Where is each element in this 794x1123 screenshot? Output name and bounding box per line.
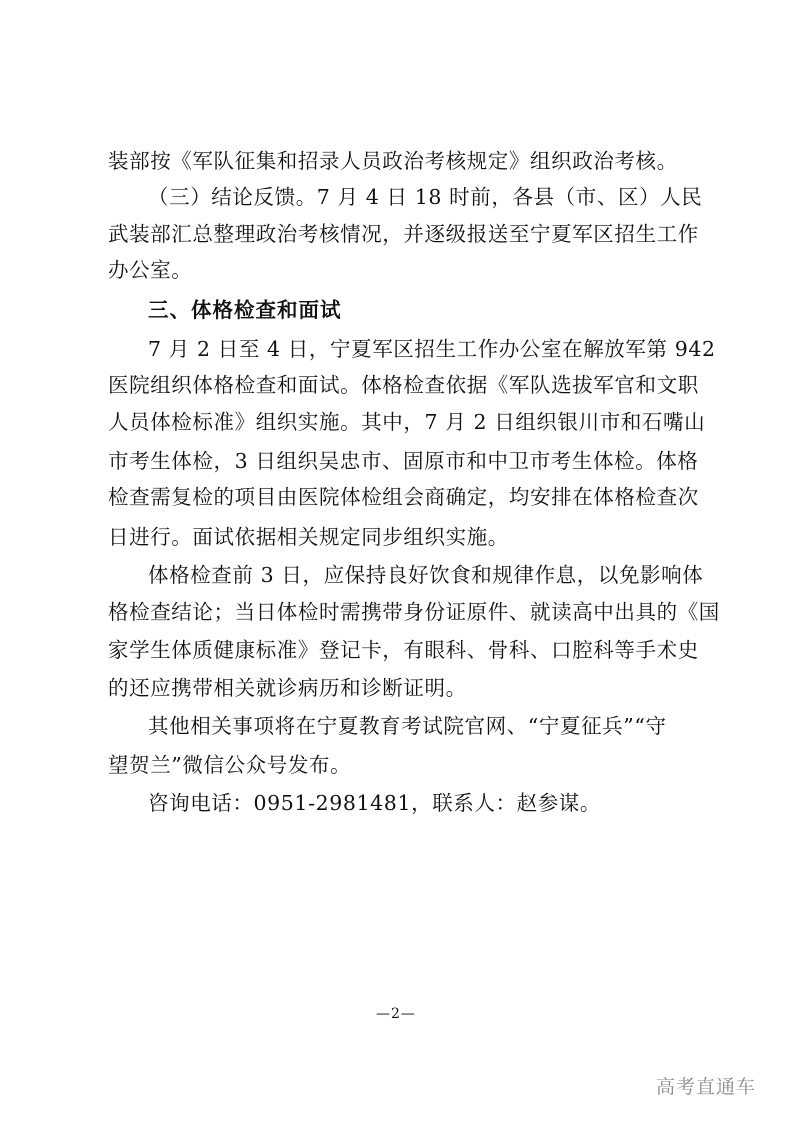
watermark-text: 高考直通车 (656, 1076, 757, 1098)
page-number: —2— (376, 1006, 416, 1022)
paragraph-line: 望贺兰”微信公众号发布。 (108, 753, 352, 777)
paragraph-line: 体格检查前 3 日，应保持良好饮食和规律作息，以免影响体 (148, 563, 704, 587)
paragraph-line: 家学生体质健康标准》登记卡，有眼科、骨科、口腔科等手术史 (108, 638, 699, 662)
paragraph-line: 检查需复检的项目由医院体检组会商确定，均安排在体格检查次 (108, 485, 699, 509)
paragraph-line: 医院组织体格检查和面试。体格检查依据《军队选拔军官和文职 (108, 373, 699, 397)
paragraph-line: 装部按《军队征集和招录人员政治考核规定》组织政治考核。 (108, 149, 678, 173)
paragraph-line: （三）结论反馈。7 月 4 日 18 时前，各县（市、区）人民 (148, 185, 703, 209)
paragraph-line: 办公室。 (108, 258, 193, 282)
paragraph-line: 的还应携带相关就诊病历和诊断证明。 (108, 676, 467, 700)
paragraph-line: 其他相关事项将在宁夏教育考试院官网、“宁夏征兵”“守 (148, 714, 667, 738)
paragraph-line: 武装部汇总整理政治考核情况，并逐级报送至宁夏军区招生工作 (108, 222, 699, 246)
paragraph-line: 格检查结论；当日体检时需携带身份证原件、就读高中出具的《国 (108, 600, 720, 624)
paragraph-line: 7 月 2 日至 4 日，宁夏军区招生工作办公室在解放军第 942 (148, 337, 716, 361)
paragraph-line: 市考生体检，3 日组织吴忠市、固原市和中卫市考生体检。体格 (108, 449, 699, 473)
paragraph-line: 日进行。面试依据相关规定同步组织实施。 (108, 525, 509, 549)
paragraph-line: 人员体检标准》组织实施。其中，7 月 2 日组织银川市和石嘴山 (108, 410, 706, 434)
contact-line: 咨询电话：0951-2981481，联系人：赵参谋。 (148, 791, 601, 815)
section-heading: 三、体格检查和面试 (148, 298, 342, 322)
